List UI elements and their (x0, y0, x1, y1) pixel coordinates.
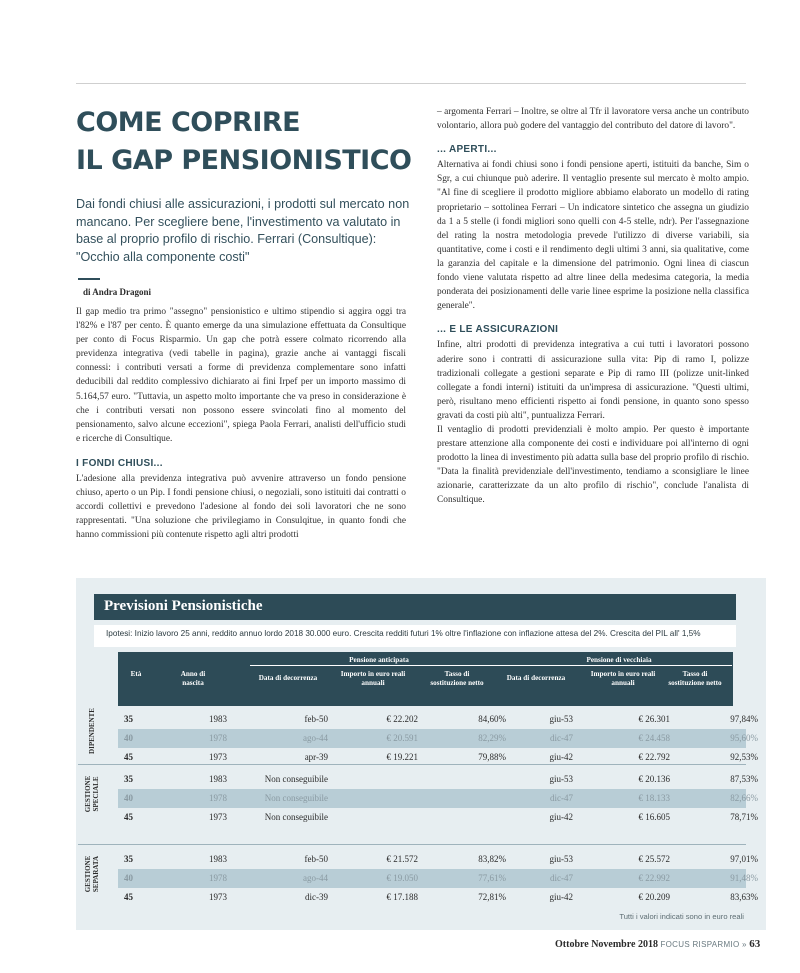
page-footer (555, 938, 760, 950)
row-importo-vecchiaia: € 25.572 (638, 854, 670, 864)
table-row (118, 888, 758, 907)
row-eta: 35 (124, 774, 133, 784)
row-importo-anticipata: € 22.202 (386, 714, 418, 724)
title-line-1: COME COPRIRE (76, 107, 301, 138)
row-data-anticipata: ago-44 (303, 733, 328, 743)
left-column (76, 305, 406, 543)
section-heading-aperti: ... APERTI... (437, 144, 497, 156)
header-group-vecchiaia: Pensione di vecchiaia (506, 654, 732, 666)
group-label: GESTIONE SEPARATA (84, 855, 100, 893)
row-data-anticipata: Non conseguibile (264, 812, 328, 822)
row-importo-anticipata: € 20.591 (386, 733, 418, 743)
paragraph: – argomenta Ferrari – Inoltre, se oltre al Tfr il lavoratore versa anche un contributo volontario, allora può godere del vantaggio del contributo del datore di lavoro". (437, 107, 749, 132)
row-eta: 35 (124, 714, 133, 724)
header-data-2: Data di decorrenza (506, 674, 566, 682)
row-importo-anticipata: € 17.188 (386, 892, 418, 902)
row-tasso-anticipata: 79,88% (478, 752, 506, 762)
table-row (118, 710, 758, 729)
group-label: DIPENDENTE (88, 708, 96, 754)
row-importo-vecchiaia: € 26.301 (638, 714, 670, 724)
header-importo-1: Importo in euro reali annuali (340, 670, 406, 687)
row-importo-anticipata: € 19.050 (386, 873, 418, 883)
byline: di Andra Dragoni (83, 287, 152, 297)
header-data-1: Data di decorrenza (258, 674, 318, 682)
table-assumptions-note: Ipotesi: Inizio lavoro 25 anni, reddito annuo lordo 2018 30.000 euro. Crescita redditi futuri 1% oltre l'inflazione con inflazione attesa del 2%. Crescita del PIL all' 1,5% (94, 625, 736, 647)
row-eta: 40 (124, 733, 133, 743)
row-data-vecchiaia: giu-53 (549, 854, 573, 864)
row-tasso-anticipata: 83,82% (478, 854, 506, 864)
paragraph: Il ventaglio di prodotti previdenziali è molto ampio. Per questo è importante prestare attenzione alla componente dei costi e individuare poi all'interno di ogni prodotto la linea di investimento più adatta sulla base del proprio profilo di rischio. "Data la finalità previdenziale dell'investimento, tendiamo a sconsigliare le linee azionarie, caratterizzate da un alto profilo di rischio", conclude l'analista di Consultique. (437, 424, 749, 506)
row-anno: 1983 (209, 854, 227, 864)
row-tasso-vecchiaia: 92,53% (730, 752, 758, 762)
row-data-vecchiaia: giu-42 (549, 812, 573, 822)
row-anno: 1978 (209, 733, 227, 743)
header-eta: Età (130, 670, 142, 678)
footer-issue: Ottobre Novembre 2018 (555, 939, 658, 950)
row-tasso-anticipata: 82,29% (478, 733, 506, 743)
title-line-2: IL GAP PENSIONISTICO (76, 145, 412, 176)
row-importo-vecchiaia: € 20.209 (638, 892, 670, 902)
row-anno: 1983 (209, 714, 227, 724)
row-tasso-vecchiaia: 82,66% (730, 793, 758, 803)
header-group-anticipata: Pensione anticipata (250, 654, 508, 666)
row-anno: 1973 (209, 812, 227, 822)
row-data-anticipata: Non conseguibile (264, 774, 328, 784)
table-row (118, 808, 758, 827)
table-row (118, 869, 758, 888)
row-eta: 45 (124, 892, 133, 902)
paragraph: L'adesione alla previdenza integrativa può avvenire attraverso un fondo pensione chiuso, aperto o un Pip. I fondi pensione chiusi, o negoziali, sono istituiti dai contratti o accordi collettivi e prevedono l'adesione al fondo dei soli lavoratori che ne sono rappresentati. "Una soluzione che privilegiamo in Consulqitue, in quanto fondi che hanno commissioni più contenute rispetto agli altri prodotti (76, 474, 406, 541)
top-rule (76, 83, 746, 84)
row-data-vecchiaia: giu-53 (549, 774, 573, 784)
table-title: Previsioni Pensionistiche (104, 598, 263, 614)
row-data-anticipata: ago-44 (303, 873, 328, 883)
byline-rule (78, 278, 100, 280)
row-anno: 1973 (209, 892, 227, 902)
row-eta: 40 (124, 793, 133, 803)
row-tasso-vecchiaia: 91,48% (730, 873, 758, 883)
group-divider (78, 764, 746, 765)
row-anno: 1973 (209, 752, 227, 762)
row-data-vecchiaia: giu-53 (549, 714, 573, 724)
table-title-bar (94, 594, 736, 620)
row-data-vecchiaia: giu-42 (549, 892, 573, 902)
paragraph: Alternativa ai fondi chiusi sono i fondi pensione aperti, istituiti da banche, Sim o Sgr, a cui chiunque può aderire. Il ventaglio presente sul mercato è molto ampio. "Al fine di scegliere il prodotto migliore abbiamo elaborato un modello di rating proprietario – sottolinea Ferrari – Un indicatore sintetico che assegna un giudizio da 1 a 5 stelle (i fondi migliori sono quelli con 4-5 stelle, ndr). Per l'assegnazione del rating la nostra metodologia prevede l'utilizzo di diverse variabili, sia quantitative, come i costi e il rendimento degli ultimi 3 anni, sia qualitative, come la garanzia del capitale e la dimensione del patrimonio. Ogni linea di ciascun fondo viene valutata rispetto ad altre linee della medesima categoria, la media ponderata dei posizionamenti delle varie linee esprime la posizione nella classifica generale". (437, 160, 749, 312)
section-heading-chiusi: I FONDI CHIUSI... (76, 457, 163, 469)
row-data-anticipata: apr-39 (304, 752, 328, 762)
row-tasso-vecchiaia: 95,60% (730, 733, 758, 743)
header-importo-2: Importo in euro reali annuali (590, 670, 656, 687)
row-importo-vecchiaia: € 24.458 (638, 733, 670, 743)
group-divider (78, 844, 746, 845)
table-footnote: Tutti i valori indicati sono in euro reali (619, 912, 744, 921)
row-eta: 40 (124, 873, 133, 883)
row-tasso-anticipata: 72,81% (478, 892, 506, 902)
header-anno: Anno di nascita (180, 670, 206, 687)
row-tasso-anticipata: 84,60% (478, 714, 506, 724)
footer-separator: » (741, 940, 747, 949)
table-row (118, 729, 758, 748)
row-importo-vecchiaia: € 22.792 (638, 752, 670, 762)
section-heading-assicurazioni: ... E LE ASSICURAZIONI (437, 324, 559, 336)
group-label: GESTIONE SPECIALE (84, 775, 100, 813)
row-importo-vecchiaia: € 20.136 (638, 774, 670, 784)
row-importo-vecchiaia: € 18.133 (638, 793, 670, 803)
pension-table-box (76, 578, 766, 930)
row-anno: 1983 (209, 774, 227, 784)
row-tasso-vecchiaia: 83,63% (730, 892, 758, 902)
table-row (118, 770, 758, 789)
row-tasso-vecchiaia: 97,01% (730, 854, 758, 864)
row-data-vecchiaia: dic-47 (550, 793, 573, 803)
table-header (118, 652, 733, 706)
row-data-anticipata: feb-50 (304, 714, 328, 724)
row-eta: 45 (124, 752, 133, 762)
table-row (118, 850, 758, 869)
article-title (76, 104, 412, 180)
right-column (437, 105, 749, 508)
row-importo-anticipata: € 19.221 (386, 752, 418, 762)
row-eta: 45 (124, 812, 133, 822)
header-tasso-1: Tasso di sostituzione netto (430, 670, 484, 687)
row-data-vecchiaia: dic-47 (550, 873, 573, 883)
row-tasso-anticipata: 77,61% (478, 873, 506, 883)
footer-magazine: FOCUS RISPARMIO (660, 940, 740, 949)
row-data-anticipata: feb-50 (304, 854, 328, 864)
header-tasso-2: Tasso di sostituzione netto (668, 670, 722, 687)
row-importo-anticipata: € 21.572 (386, 854, 418, 864)
row-eta: 35 (124, 854, 133, 864)
row-anno: 1978 (209, 873, 227, 883)
row-data-vecchiaia: dic-47 (550, 733, 573, 743)
row-importo-vecchiaia: € 22.992 (638, 873, 670, 883)
row-tasso-vecchiaia: 78,71% (730, 812, 758, 822)
page-number: 63 (749, 938, 761, 950)
row-anno: 1978 (209, 793, 227, 803)
lead-paragraph: Dai fondi chiusi alle assicurazioni, i prodotti sul mercato non mancano. Per scegliere bene, l'investimento va valutato in base al proprio profilo di rischio. Ferrari (Consultique): "Occhio alla componente costi" (76, 197, 410, 264)
row-tasso-vecchiaia: 87,53% (730, 774, 758, 784)
row-data-vecchiaia: giu-42 (549, 752, 573, 762)
row-data-anticipata: dic-39 (305, 892, 328, 902)
row-data-anticipata: Non conseguibile (264, 793, 328, 803)
row-tasso-vecchiaia: 97,84% (730, 714, 758, 724)
table-row (118, 789, 758, 808)
paragraph: Il gap medio tra primo "assegno" pensionistico e ultimo stipendio si aggira oggi tra l'82% e l'87 per cento. È quanto emerge da una simulazione effettuata da Consultique per conto di Focus Risparmio. Un gap che potrà essere colmato ricorrendo alla previdenza integrativa (vedi tabelle in pagina), grazie anche ai vantaggi fiscali connessi: i contributi versati a forme di previdenza complementare sono infatti deducibili dal reddito complessivo dichiarato ai fini Irpef per un importo massimo di 5.164,57 euro. "Tuttavia, un aspetto molto importante che va preso in considerazione è che i contributi versati non possono essere svincolati fino al momento del pensionamento, salvo alcune eccezioni", spiega Paola Ferrari, analisti dell'ufficio studi e ricerche di Consultique. (76, 307, 406, 444)
row-importo-vecchiaia: € 16.605 (638, 812, 670, 822)
paragraph: Infine, altri prodotti di previdenza integrativa a cui tutti i lavoratori possono aderire sono i contratti di assicurazione sulla vita: Pip di ramo I, polizze tradizionali collegate a gestioni separate e Pip di ramo III (polizze unit-linked collegate a fondi interni) istituiti da un'impresa di assicurazione. "Questi ultimi, però, risultano meno efficienti rispetto ai fondi pensione, in quanto sono spesso gravati da costi più alti", puntualizza Ferrari. (437, 340, 749, 421)
